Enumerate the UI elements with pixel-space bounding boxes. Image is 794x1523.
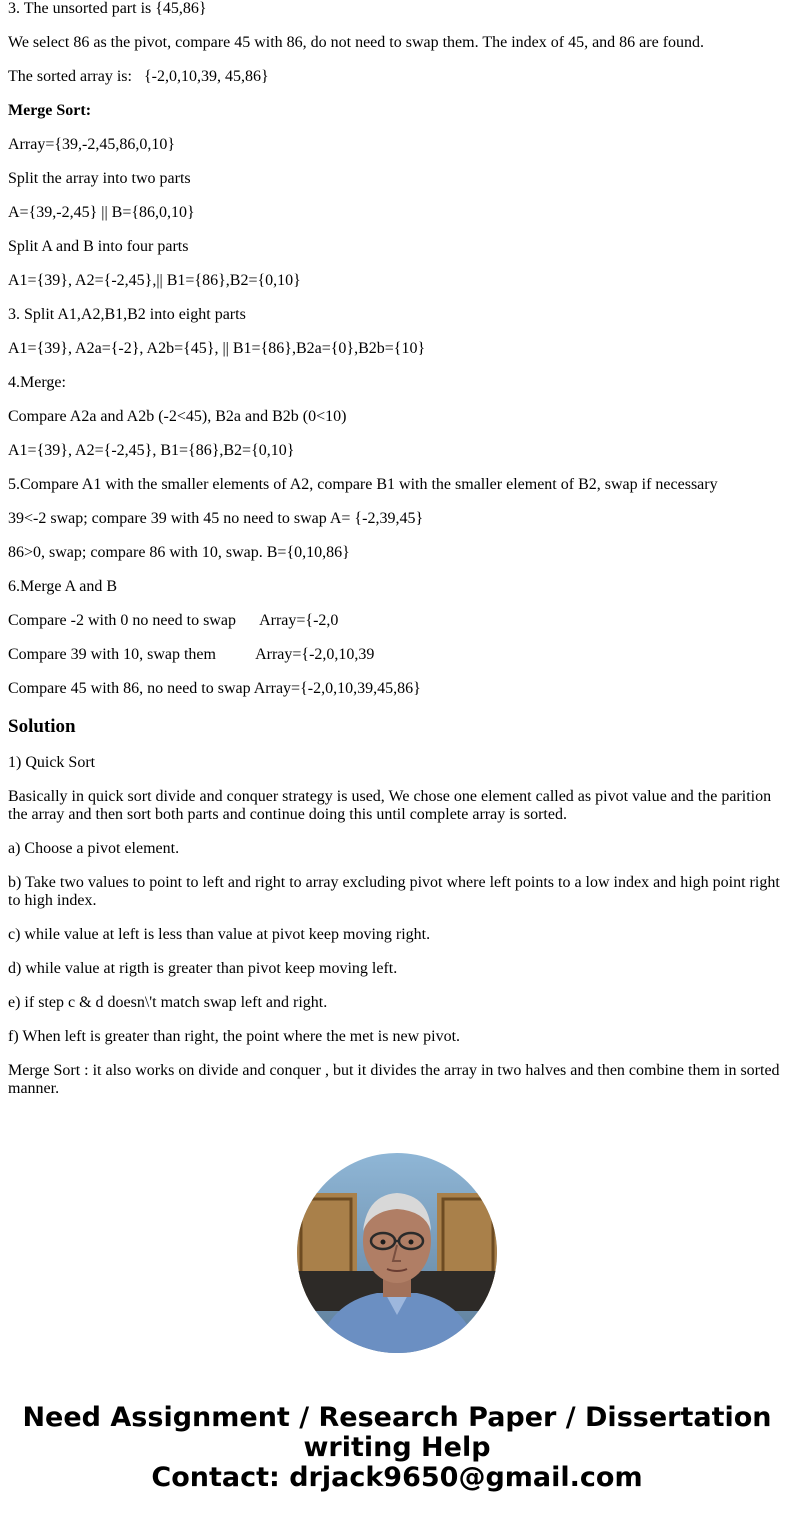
paragraph: A1={39}, A2={-2,45}, B1={86},B2={0,10} [8,442,295,459]
paragraph: 86>0, swap; compare 86 with 10, swap. B={0,10,86} [8,544,350,561]
author-photo [297,1153,497,1353]
paragraph: 3. Split A1,A2,B1,B2 into eight parts [8,306,246,323]
paragraph: 6.Merge A and B [8,578,118,595]
footer-contact: Contact: drjack9650@gmail.com [151,1462,643,1493]
paragraph: 1) Quick Sort [8,754,96,771]
footer-banner [0,1403,794,1493]
paragraph: Compare -2 with 0 no need to swap Array={-2,0 [8,612,339,629]
footer-line: Need Assignment / Research Paper / Dissertation [22,1402,772,1433]
paragraph: Split A and B into four parts [8,238,189,255]
paragraph: Array={39,-2,45,86,0,10} [8,136,176,153]
paragraph: Compare A2a and A2b (-2<45), B2a and B2b (0<10) [8,408,347,425]
paragraph: d) while value at rigth is greater than pivot keep moving left. [8,960,398,977]
paragraph: 39<-2 swap; compare 39 with 45 no need to swap A= {-2,39,45} [8,510,424,527]
solution-heading: Solution [8,716,76,737]
paragraph: Merge Sort : it also works on divide and conquer , but it divides the array in two halves and then combine them in sorted manner. [8,1062,780,1097]
paragraph: Basically in quick sort divide and conquer strategy is used, We chose one element called as pivot value and the parition the array and then sort both parts and continue doing this until complete array is sorted. [8,788,772,823]
paragraph: e) if step c & d doesn\'t match swap left and right. [8,994,328,1011]
paragraph: A={39,-2,45} || B={86,0,10} [8,204,195,221]
paragraph: A1={39}, A2={-2,45},|| B1={86},B2={0,10} [8,272,301,289]
footer-line: writing Help [303,1432,491,1463]
paragraph: 4.Merge: [8,374,66,391]
paragraph: a) Choose a pivot element. [8,840,180,857]
paragraph: 5.Compare A1 with the smaller elements of A2, compare B1 with the smaller element of B2, swap if necessary [8,476,718,493]
paragraph: The sorted array is: {-2,0,10,39, 45,86} [8,68,269,85]
paragraph: b) Take two values to point to left and right to array excluding pivot where left points to a low index and high point right to high index. [8,874,780,909]
portrait-image [297,1153,497,1353]
paragraph: Split the array into two parts [8,170,191,187]
paragraph: c) while value at left is less than value at pivot keep moving right. [8,926,431,943]
paragraph: We select 86 as the pivot, compare 45 with 86, do not need to swap them. The index of 45, and 86 are found. [8,34,705,51]
section-heading-merge-sort: Merge Sort: [8,102,92,119]
paragraph: f) When left is greater than right, the point where the met is new pivot. [8,1028,461,1045]
paragraph: Compare 45 with 86, no need to swap Array={-2,0,10,39,45,86} [8,680,421,697]
paragraph: 3. The unsorted part is {45,86} [8,0,207,17]
paragraph: Compare 39 with 10, swap them Array={-2,0,10,39 [8,646,375,663]
paragraph: A1={39}, A2a={-2}, A2b={45}, || B1={86},B2a={0},B2b={10} [8,340,426,357]
